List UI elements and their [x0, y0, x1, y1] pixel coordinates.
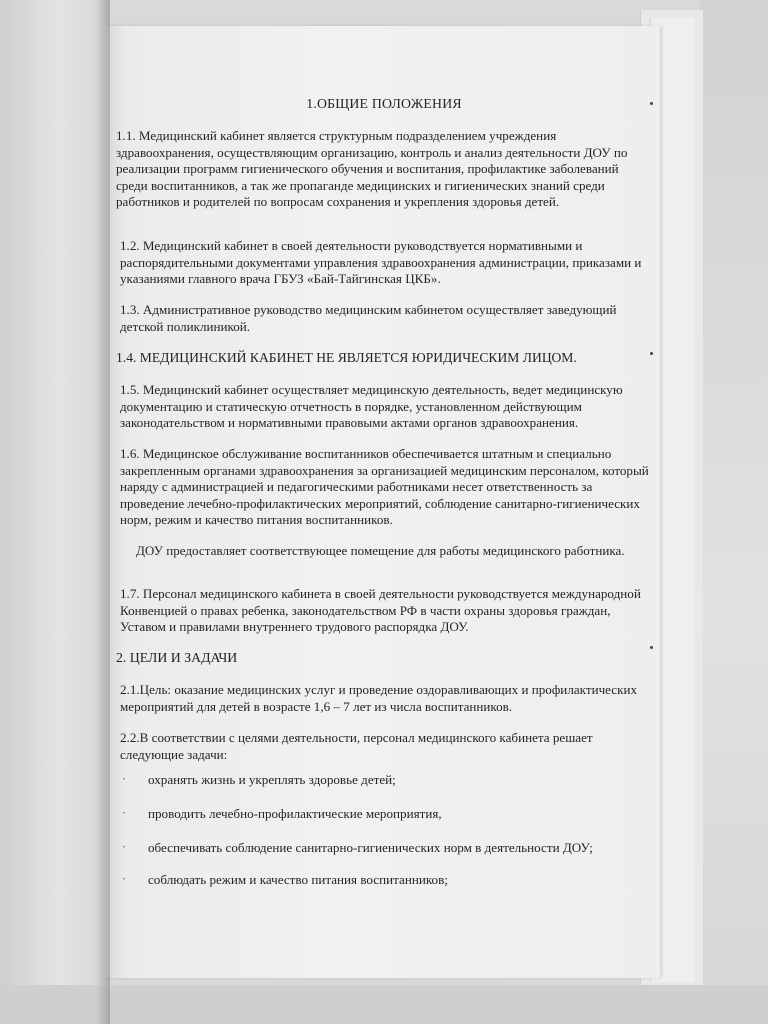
- clause-1-5: 1.5. Медицинский кабинет осуществляет медицинскую деятельность, ведет медицинскую документацию и статическую отчетность в порядке, установленном действующим законодательством и нормативными правовыми актами органов здравоохранения.: [120, 382, 623, 431]
- clause-1-7: 1.7. Персонал медицинского кабинета в своей деятельности руководствуется международной Конвенцией о правах ребенка, законодательством РФ в части охраны здоровья граждан, Уставом и правилами внутреннего трудового распорядка ДОУ.: [120, 586, 641, 635]
- task-text: охранять жизнь и укреплять здоровье детей;: [148, 772, 396, 787]
- section-1-heading: 1.ОБЩИЕ ПОЛОЖЕНИЯ: [306, 96, 462, 111]
- clause-2-1: 2.1.Цель: оказание медицинских услуг и проведение оздоравливающих и профилактических мероприятий для детей в возрасте 1,6 – 7 лет из числа воспитанников.: [120, 682, 638, 714]
- task-text: обеспечивать соблюдение санитарно-гигиенических норм в деятельности ДОУ;: [148, 840, 593, 855]
- task-text: соблюдать режим и качество питания воспитанников;: [148, 872, 448, 887]
- margin-mark: [650, 646, 653, 649]
- section-2-heading: 2. ЦЕЛИ И ЗАДАЧИ: [116, 650, 238, 665]
- bullet-marker: ·: [122, 839, 127, 854]
- binding-shadow: [96, 0, 110, 1024]
- task-text: проводить лечебно-профилактические мероприятия,: [148, 806, 442, 821]
- bullet-marker: ·: [122, 771, 127, 786]
- task-item: [116, 840, 646, 858]
- clause-1-6: 1.6. Медицинское обслуживание воспитанников обеспечивается штатным и специально закрепленным органами здравоохранения за организацией медицинским персоналом, который наряду с администрацией и педагогическими работниками несет ответственность за проведение лечебно-профилактических мероприятий, соблюдение санитарно-гигиенических норм, режим и качество питания воспитанников.: [120, 446, 649, 528]
- task-item: [116, 872, 646, 890]
- clause-2-2: 2.2.В соответствии с целями деятельности, персонал медицинского кабинета решает следующие задачи:: [120, 730, 593, 762]
- clause-1-3: 1.3. Административное руководство медицинским кабинетом осуществляет заведующий детской поликлиникой.: [120, 302, 617, 334]
- clause-dou-premises: ДОУ предоставляет соответствующее помещение для работы медицинского работника.: [136, 543, 625, 558]
- task-item: [116, 772, 646, 790]
- clause-1-2: 1.2. Медицинский кабинет в своей деятельности руководствуется нормативными и распорядительными документами управления здравоохранения администрации, приказами и указаниями главного врача ГБУЗ «Бай-Тайгинская ЦКБ».: [120, 238, 642, 287]
- left-page-edge: [0, 0, 110, 1024]
- clause-1-4: 1.4. МЕДИЦИНСКИЙ КАБИНЕТ НЕ ЯВЛЯЕТСЯ ЮРИДИЧЕСКИМ ЛИЦОМ.: [116, 350, 577, 365]
- margin-mark: [650, 352, 653, 355]
- clause-1-1: 1.1. Медицинский кабинет является структурным подразделением учреждения здравоохранения, осуществляющим организацию, контроль и анализ деятельности ДОУ по реализации программ гигиенического обучения и воспитания, профилактике заболеваний среди воспитанников, а так же пропаганде медицинских и гигиенических знаний среди работников и родителей по вопросам сохранения и укрепления здоровья детей.: [116, 128, 628, 210]
- background-right: [700, 0, 768, 1024]
- document-page: [104, 26, 660, 978]
- background-bottom: [0, 985, 768, 1024]
- bullet-marker: ·: [122, 805, 127, 820]
- bullet-marker: ·: [122, 871, 127, 886]
- task-item: [116, 806, 646, 824]
